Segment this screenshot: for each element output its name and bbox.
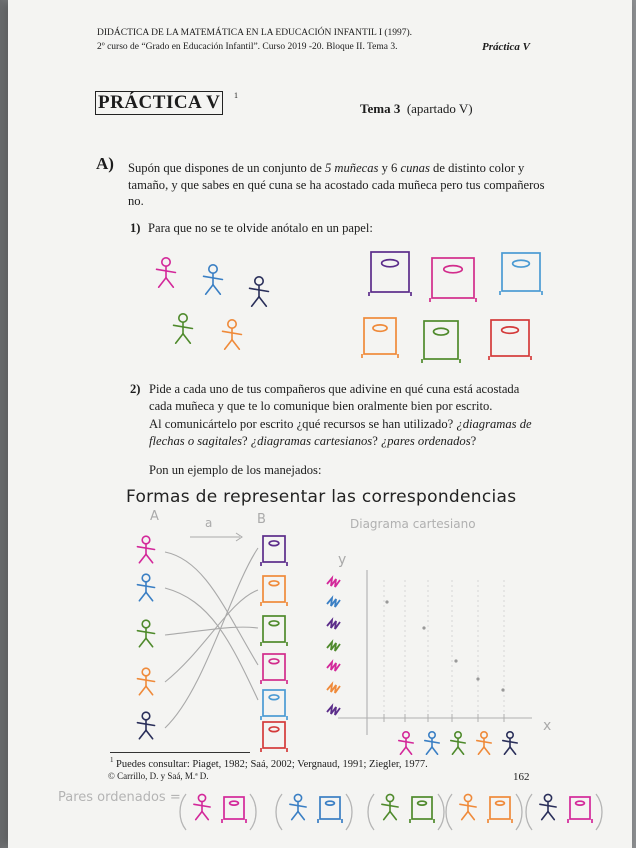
pairs-label: Pares ordenados = (58, 790, 181, 805)
pair-close-paren (438, 794, 444, 830)
footnote-copyright: © Carrillo, D. y Saá, M.ª D. (108, 771, 209, 781)
pair-close-paren (346, 794, 352, 830)
data-dot (385, 600, 388, 603)
x-axis-label: x (543, 718, 552, 734)
set-b-crib (261, 690, 287, 720)
pair-doll (460, 794, 476, 819)
data-dot (476, 677, 479, 680)
header-course-title: DIDÁCTICA DE LA MATEMÁTICA EN LA EDUCACIÓN INFANTIL I (1997). (97, 28, 413, 38)
pair-open-paren (180, 794, 186, 830)
section-a-letter: A) (96, 154, 114, 173)
correspondence-arrow (165, 552, 258, 665)
header-practice-label: Práctica V (482, 41, 530, 53)
set-b-crib (261, 722, 287, 752)
set-a-doll (137, 536, 154, 563)
page-number: 162 (513, 771, 530, 783)
x-axis-doll (451, 732, 465, 754)
intro-em-cribs: cunas (400, 161, 430, 175)
pair-open-paren (446, 794, 452, 830)
question-2-number: 2) (130, 382, 141, 396)
question-2-text: Pide a cada uno de tus compañeros que adivine en qué cuna está acostada cada muñeca y que te lo comunique bien oralmente bien por escrito. (149, 382, 520, 413)
intro-em-dolls: 5 muñecas (324, 161, 379, 175)
pair-doll (540, 794, 556, 819)
question-2-example-prompt: Pon un ejemplo de los manejados: (149, 463, 322, 477)
question-1-text: Para que no se te olvide anótalo en un papel: (148, 221, 373, 235)
crib-drawing (430, 258, 476, 302)
pair-close-paren (596, 794, 602, 830)
crib-drawing (500, 253, 542, 295)
intro-text-1: Supón que dispones de un conjunto de (128, 161, 325, 175)
set-a-doll (137, 574, 154, 601)
pair-open-paren (368, 794, 374, 830)
title-footnote-mark: 1 (234, 91, 238, 100)
x-axis-doll (503, 732, 517, 754)
data-dot (422, 626, 425, 629)
arrow-label: a (205, 516, 213, 530)
set-a-doll (137, 712, 154, 739)
y-axis-mark (327, 642, 340, 651)
y-axis-mark (327, 598, 340, 607)
pair-close-paren (516, 794, 522, 830)
y-axis-mark (327, 662, 340, 671)
set-b-crib (261, 536, 287, 566)
resources-text-d: ? (470, 433, 477, 448)
crib-drawing (369, 252, 411, 296)
data-dot (454, 659, 457, 662)
header-course-details: 2º curso de “Grado en Educación Infantil”. Curso 2019 -20. Bloque II. Tema 3. (97, 42, 398, 52)
resources-text-a: Al comunicártelo por escrito ¿qué recursos se han utilizado? (149, 417, 457, 431)
resources-em-cartesian: ¿diagramas cartesianos (250, 433, 373, 448)
y-axis-mark (327, 684, 340, 693)
doll-figure (157, 258, 176, 287)
pair-doll (194, 794, 210, 819)
set-b-crib (261, 616, 287, 646)
pair-open-paren (526, 794, 532, 830)
set-a-doll (137, 668, 154, 695)
doll-figure (174, 314, 193, 343)
doll-figure (204, 265, 223, 294)
data-dot (501, 688, 504, 691)
y-axis-mark (327, 620, 340, 629)
pair-crib (222, 797, 246, 823)
topic-bold: Tema 3 (360, 101, 401, 116)
set-a-doll (137, 620, 154, 647)
set-a-label: A (150, 509, 159, 524)
y-axis-label: y (338, 552, 347, 568)
set-b-label: B (257, 512, 266, 527)
y-axis-mark (327, 706, 340, 715)
crib-drawing (362, 318, 398, 358)
x-axis-doll (425, 732, 439, 754)
footnote-mark: 1 (110, 756, 114, 764)
intro-text-2: y 6 (378, 161, 401, 175)
pair-crib (488, 797, 512, 823)
pair-crib (568, 797, 592, 823)
pair-open-paren (276, 794, 282, 830)
resources-text-c: ? (372, 433, 381, 448)
pair-crib (410, 797, 434, 823)
intro-text-3: de distinto color y tamaño, y que sabes en qué cuna se ha acostado cada muñeca pero tus compañeros no. (128, 161, 545, 208)
question-1-number: 1) (130, 221, 141, 235)
practice-title: PRÁCTICA V (98, 92, 221, 113)
resources-em-pairs: ¿pares ordenados (380, 433, 471, 448)
correspondence-arrow (165, 588, 258, 700)
crib-drawing (489, 320, 531, 360)
cartesian-title: Diagrama cartesiano (350, 517, 476, 531)
crib-drawing (422, 321, 460, 363)
y-axis-mark (327, 578, 340, 587)
pair-crib (318, 797, 342, 823)
set-b-crib (261, 654, 287, 684)
x-axis-doll (399, 732, 413, 754)
pair-close-paren (250, 794, 256, 830)
pair-doll (290, 794, 306, 819)
correspondence-arrow (165, 590, 258, 682)
correspondence-arrow (165, 548, 258, 728)
topic-rest: (apartado V) (406, 101, 473, 116)
x-axis-doll (477, 732, 491, 754)
pair-doll (382, 794, 398, 819)
handwritten-title: Formas de representar las correspondencias (126, 487, 517, 507)
set-b-crib (261, 576, 287, 606)
doll-figure (250, 277, 269, 306)
resources-text-b: ? (242, 433, 251, 448)
resources-em-arrows: ¿diagramas de flechas o sagitales (149, 417, 532, 448)
footnote-text: Puedes consultar: Piaget, 1982; Saá, 2002; Vergnaud, 1991; Ziegler, 1977. (116, 759, 428, 770)
doll-figure (223, 320, 242, 349)
